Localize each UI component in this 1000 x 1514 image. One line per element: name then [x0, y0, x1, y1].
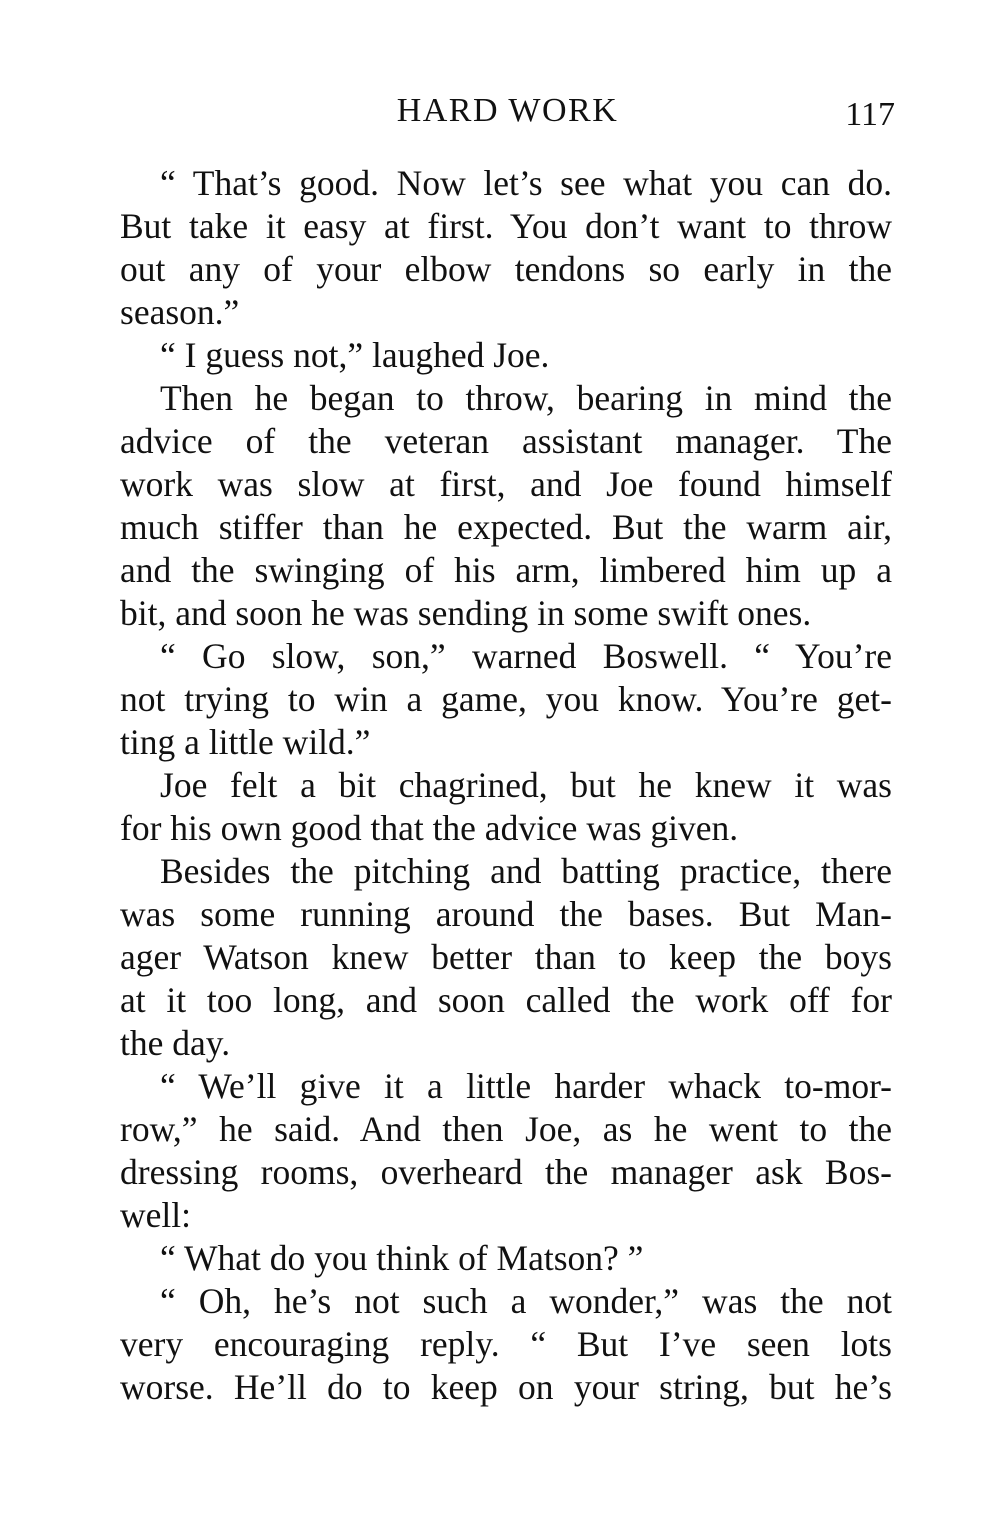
text-line: much stiffer than he expected. But the warm air,: [120, 507, 892, 547]
text-line: But take it easy at first. You don’t want to throw: [120, 206, 892, 246]
text-line: Joe felt a bit chagrined, but he knew it was: [160, 765, 892, 805]
text-line: ager Watson knew better than to keep the boys: [120, 937, 892, 977]
text-line: at it too long, and soon called the work off for: [120, 980, 892, 1020]
text-line: “ I guess not,” laughed Joe.: [160, 335, 550, 375]
text-line: “ We’ll give it a little harder whack to-mor-: [160, 1066, 892, 1106]
page-number: 117: [845, 96, 895, 133]
text-line: and the swinging of his arm, limbered him up a: [120, 550, 892, 590]
text-line: “ That’s good. Now let’s see what you can do.: [160, 163, 892, 203]
text-line: was some running around the bases. But Man-: [120, 894, 892, 934]
text-line: work was slow at first, and Joe found himself: [120, 464, 892, 504]
body-text: [120, 162, 892, 1409]
text-line: ting a little wild.”: [120, 722, 371, 762]
text-line: row,” he said. And then Joe, as he went to the: [120, 1109, 892, 1149]
text-line: Then he began to throw, bearing in mind the: [160, 378, 892, 418]
running-head: HARD WORK: [396, 92, 619, 129]
text-line: for his own good that the advice was given.: [120, 808, 739, 848]
text-line: “ What do you think of Matson? ”: [160, 1238, 644, 1278]
text-line: “ Oh, he’s not such a wonder,” was the not: [160, 1281, 892, 1321]
text-line: not trying to win a game, you know. You’re get-: [120, 679, 892, 719]
text-line: out any of your elbow tendons so early in the: [120, 249, 892, 289]
text-line: Besides the pitching and batting practice, there: [160, 851, 892, 891]
text-line: bit, and soon he was sending in some swift ones.: [120, 593, 812, 633]
text-line: very encouraging reply. “ But I’ve seen lots: [120, 1324, 892, 1364]
text-line: season.”: [120, 292, 240, 332]
text-line: worse. He’ll do to keep on your string, but he’s: [120, 1367, 892, 1407]
text-line: dressing rooms, overheard the manager ask Bos-: [120, 1152, 892, 1192]
text-line: advice of the veteran assistant manager. The: [120, 421, 892, 461]
text-line: well:: [120, 1195, 191, 1235]
text-line: the day.: [120, 1023, 231, 1063]
text-line: “ Go slow, son,” warned Boswell. “ You’re: [160, 636, 892, 676]
page-header: [120, 92, 895, 140]
